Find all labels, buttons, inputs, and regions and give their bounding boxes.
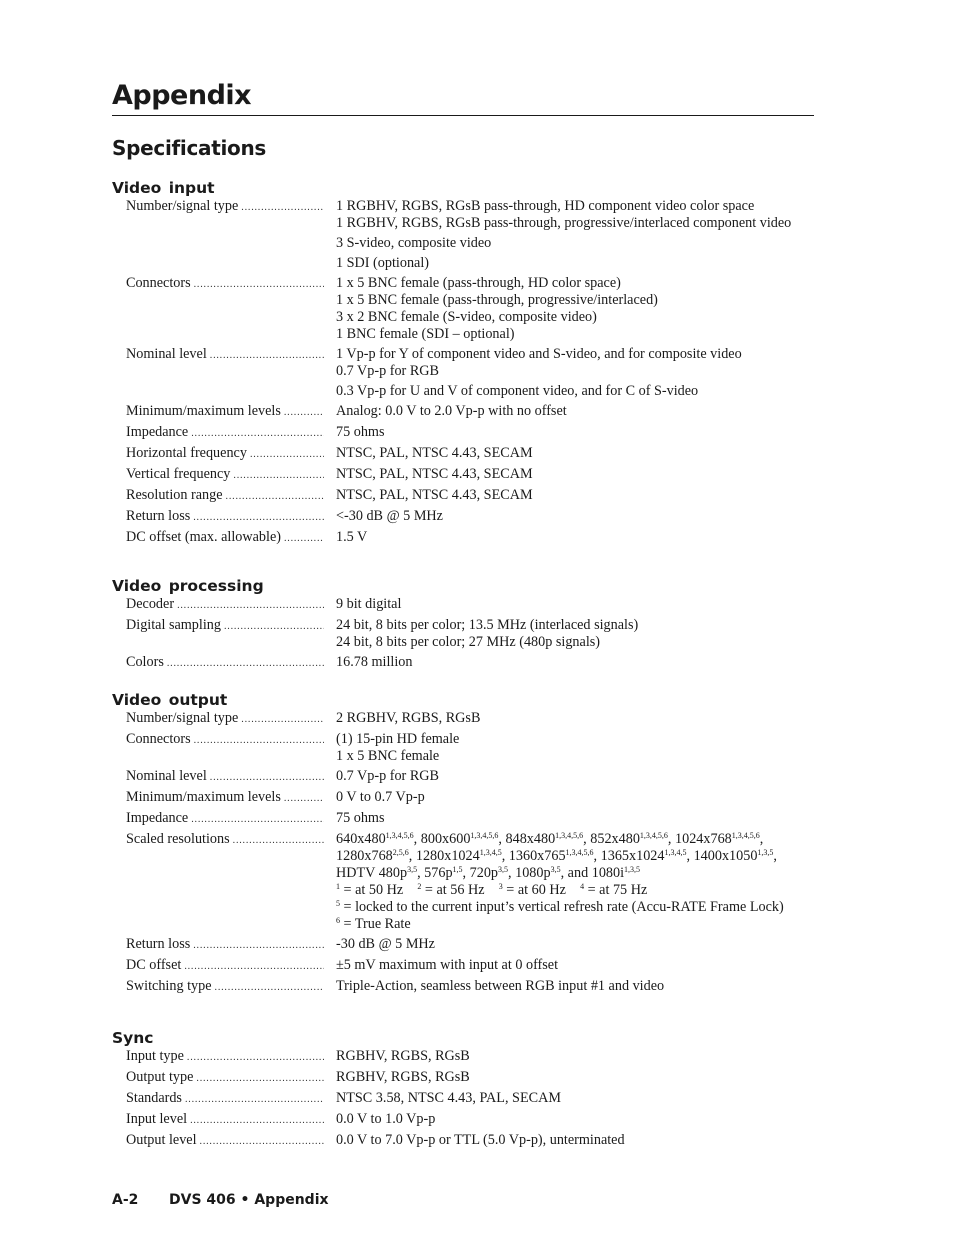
spec-value: RGBHV, RGBS, RGsB (336, 1069, 470, 1085)
spec-label: Number/signal type ..... (112, 710, 326, 728)
spec-value: 0.0 V to 1.0 Vp-p (336, 1111, 436, 1127)
resolution-value: 1024x768 (675, 831, 732, 847)
spec-row (112, 1069, 814, 1087)
spec-values (336, 1048, 804, 1065)
spec-row (112, 403, 814, 421)
spec-row (112, 957, 814, 975)
spec-row (112, 978, 814, 996)
resolution-value: 1400x1050 (693, 848, 758, 864)
spec-row (112, 768, 814, 786)
spec-value: 1 x 5 BNC female (pass-through, HD color space) (336, 275, 621, 291)
spec-label: Decoder ..... (112, 596, 326, 614)
spec-row (112, 617, 814, 651)
spec-values (336, 978, 804, 995)
spec-value: -30 dB @ 5 MHz (336, 936, 435, 952)
spec-value: 1 BNC female (SDI – optional) (336, 326, 515, 342)
spec-value: 1.5 V (336, 529, 368, 545)
footnote-ref: 3,5 (550, 865, 561, 874)
resolution-value: 720p (469, 865, 499, 881)
spec-row (112, 1048, 814, 1066)
resolution-value: 1280x1024 (415, 848, 480, 864)
footnote-ref: 1,3,4,5,6 (639, 831, 668, 840)
spec-values (336, 731, 804, 765)
resolution-value: 480p (378, 865, 408, 881)
scaled-footnote-5: $^5$ = locked to the current input’s vertical refresh rate (Accu-RATE Frame Lock) (336, 899, 784, 915)
footnote-ref: 1,3,4,5,6 (385, 831, 414, 840)
spec-value: 1 x 5 BNC female (pass-through, progressive/interlaced) (336, 292, 658, 308)
footnote-ref: 1,3,5 (624, 865, 641, 874)
spec-value: 75 ohms (336, 424, 385, 440)
spec-value: 16.78 million (336, 654, 413, 670)
spec-label: Input level ..... (112, 1111, 326, 1129)
spec-row (112, 466, 814, 484)
sync-rows (112, 1048, 814, 1150)
spec-row (112, 1132, 814, 1150)
resolution-value: 1360x765 (508, 848, 566, 864)
resolution-value: 800x600 (420, 831, 471, 847)
spec-label: Connectors ..... (112, 731, 326, 749)
page-number: A-2 (112, 1192, 139, 1208)
spec-row (112, 654, 814, 672)
spec-label: Number/signal type ..... (112, 198, 326, 216)
resolution-value: 1280x768 (336, 848, 393, 864)
spec-value: 2 RGBHV, RGBS, RGsB (336, 710, 481, 726)
spec-values (336, 346, 804, 400)
spec-value: 0.7 Vp-p for RGB (336, 363, 439, 379)
spec-values (336, 957, 804, 974)
spec-label: Return loss ..... (112, 936, 326, 954)
spec-value: NTSC, PAL, NTSC 4.43, SECAM (336, 445, 533, 461)
scaled-resolutions-line-2: 1280x768$^{2,5,6}$, 1280x1024$^{1,3,4,5}$, 1360x765$^{1,3,4,5,6}$, 1365x1024$^{1,3,4,5}$, 1400x1050$^{1,3,5}$, (336, 848, 777, 864)
scaled-footnote-6: $^6$ = True Rate (336, 916, 411, 932)
spec-value: 24 bit, 8 bits per color; 13.5 MHz (interlaced signals) (336, 617, 639, 633)
spec-row (112, 346, 814, 400)
footnote-ref: 1,5 (452, 865, 463, 874)
sync-group (112, 1028, 814, 1153)
spec-values (336, 487, 804, 504)
spec-values (336, 768, 804, 785)
resolution-value: 640x480 (336, 831, 386, 847)
video-output-heading: Video output (112, 691, 228, 709)
footnote-ref: 1,3,4,5,6 (555, 831, 584, 840)
spec-values (336, 529, 804, 546)
spec-values (336, 654, 804, 671)
spec-value: Analog: 0.0 V to 2.0 Vp-p with no offset (336, 403, 567, 419)
spec-label: Nominal level ..... (112, 346, 326, 364)
resolution-value: 1080i (591, 865, 625, 881)
spec-label: Output type ..... (112, 1069, 326, 1087)
video-input-heading: Video input (112, 179, 215, 197)
footnote-ref: 1,3,4,5,6 (731, 831, 760, 840)
running-title: DVS 406 • Appendix (169, 1192, 329, 1208)
video-output-group (112, 690, 814, 999)
spec-row (112, 710, 814, 728)
sync-heading: Sync (112, 1029, 154, 1047)
spec-value: NTSC, PAL, NTSC 4.43, SECAM (336, 487, 533, 503)
spec-values (336, 1090, 804, 1107)
spec-value: NTSC 3.58, NTSC 4.43, PAL, SECAM (336, 1090, 561, 1106)
video-processing-group (112, 576, 814, 675)
scaled-resolutions-line-1: 640x480$^{1,3,4,5,6}$, 800x600$^{1,3,4,5,6}$, 848x480$^{1,3,4,5,6}$, 852x480$^{1,3,4,5,6}$, 1024x768$^{1,3,4,5,6}$, (336, 831, 764, 847)
spec-value: 1 Vp-p for Y of component video and S-video, and for composite video (336, 346, 742, 362)
spec-values (336, 596, 804, 613)
spec-value: 24 bit, 8 bits per color; 27 MHz (480p signals) (336, 634, 601, 650)
section-title: Specifications (112, 136, 267, 160)
spec-value: RGBHV, RGBS, RGsB (336, 1048, 470, 1064)
video-processing-heading: Video processing (112, 577, 264, 595)
spec-values (336, 198, 804, 272)
spec-value: <-30 dB @ 5 MHz (336, 508, 443, 524)
spec-label: Standards ..... (112, 1090, 326, 1108)
spec-row (112, 596, 814, 614)
spec-value: NTSC, PAL, NTSC 4.43, SECAM (336, 466, 533, 482)
spec-row (112, 810, 814, 828)
resolution-value: 1365x1024 (600, 848, 665, 864)
spec-values (336, 710, 804, 727)
spec-value: 75 ohms (336, 810, 385, 826)
spec-value: ±5 mV maximum with input at 0 offset (336, 957, 559, 973)
video-input-group (112, 178, 814, 550)
spec-value: 9 bit digital (336, 596, 402, 612)
spec-row (112, 1090, 814, 1108)
page-footer (112, 1191, 329, 1209)
spec-row (112, 198, 814, 272)
spec-label: Connectors ..... (112, 275, 326, 293)
spec-label: DC offset ..... (112, 957, 326, 975)
spec-row (112, 1111, 814, 1129)
spec-value: 1 SDI (optional) (336, 255, 429, 271)
video-processing-rows (112, 596, 814, 672)
resolution-value: 576p (424, 865, 453, 881)
spec-value: 0.7 Vp-p for RGB (336, 768, 439, 784)
spec-values (336, 508, 804, 525)
spec-value: 1 RGBHV, RGBS, RGsB pass-through, progressive/interlaced component video (336, 215, 792, 231)
spec-value: 1 RGBHV, RGBS, RGsB pass-through, HD component video color space (336, 198, 755, 214)
spec-label: Impedance ..... (112, 424, 326, 442)
spec-value: 0.3 Vp-p for U and V of component video, and for C of S-video (336, 383, 699, 399)
spec-label: Scaled resolutions ..... (112, 831, 326, 849)
spec-values (336, 1111, 804, 1128)
scaled-footnotes-line: $^1$ = at 50 Hz $^2$ = at 56 Hz $^3$ = at 60 Hz $^4$ = at 75 Hz (336, 882, 648, 898)
video-output-rows-top (112, 710, 814, 828)
video-output-rows (112, 710, 814, 996)
spec-label: Digital sampling ..... (112, 617, 326, 635)
spec-row-scaled-resolutions (112, 831, 814, 933)
spec-label: DC offset (max. allowable) ..... (112, 529, 326, 547)
footnote-ref: 3,5 (407, 865, 418, 874)
spec-label: Input type ..... (112, 1048, 326, 1066)
spec-label: Horizontal frequency ..... (112, 445, 326, 463)
spec-row (112, 789, 814, 807)
footnote-ref: 2,5,6 (392, 848, 409, 857)
spec-row (112, 424, 814, 442)
spec-values (336, 831, 804, 933)
spec-label: Nominal level ..... (112, 768, 326, 786)
spec-label: Minimum/maximum levels ..... (112, 403, 326, 421)
spec-values (336, 275, 804, 343)
spec-value: 3 S-video, composite video (336, 235, 492, 251)
resolution-value: 848x480 (505, 831, 556, 847)
footnote-ref: 1,3,4,5 (479, 848, 502, 857)
spec-values (336, 789, 804, 806)
video-input-rows (112, 198, 814, 547)
spec-row (112, 508, 814, 526)
spec-values (336, 466, 804, 483)
spec-row (112, 529, 814, 547)
spec-values (336, 403, 804, 420)
spec-row (112, 445, 814, 463)
spec-value: 3 x 2 BNC female (S-video, composite video) (336, 309, 597, 325)
footnote-ref: 3,5 (498, 865, 509, 874)
footnote-ref: 1,3,4,5,6 (565, 848, 594, 857)
spec-value: 0 V to 0.7 Vp-p (336, 789, 425, 805)
spec-values (336, 936, 804, 953)
spec-value: 0.0 V to 7.0 Vp-p or TTL (5.0 Vp-p), unterminated (336, 1132, 625, 1148)
footnote-ref: 1,3,4,5,6 (470, 831, 499, 840)
spec-row (112, 731, 814, 765)
spec-values (336, 1069, 804, 1086)
spec-label: Vertical frequency ..... (112, 466, 326, 484)
spec-label: Switching type ..... (112, 978, 326, 996)
chapter-title: Appendix (112, 80, 252, 111)
spec-values (336, 424, 804, 441)
spec-row (112, 275, 814, 343)
spec-row (112, 487, 814, 505)
resolution-value: 852x480 (590, 831, 640, 847)
spec-label: Colors ..... (112, 654, 326, 672)
spec-values (336, 810, 804, 827)
spec-value: Triple-Action, seamless between RGB input #1 and video (336, 978, 665, 994)
resolution-value: 1080p (515, 865, 551, 881)
footnote-ref: 1,3,5 (757, 848, 774, 857)
spec-value: 1 x 5 BNC female (336, 748, 440, 764)
chapter-rule (112, 115, 814, 116)
spec-value: (1) 15-pin HD female (336, 731, 460, 747)
spec-label: Resolution range ..... (112, 487, 326, 505)
spec-values (336, 1132, 804, 1149)
spec-label: Output level ..... (112, 1132, 326, 1150)
footnote-ref: 1,3,4,5 (664, 848, 687, 857)
spec-values (336, 617, 804, 651)
spec-label: Minimum/maximum levels ..... (112, 789, 326, 807)
spec-row (112, 936, 814, 954)
spec-label: Return loss ..... (112, 508, 326, 526)
spec-label: Impedance ..... (112, 810, 326, 828)
spec-values (336, 445, 804, 462)
scaled-resolutions-line-3: HDTV $480p^{3,5}$, $576p^{1,5}$, $720p^{3,5}$, $1080p^{3,5}$, and $1080i^{1,3,5}$ (336, 865, 641, 881)
video-output-rows-bottom (112, 936, 814, 996)
